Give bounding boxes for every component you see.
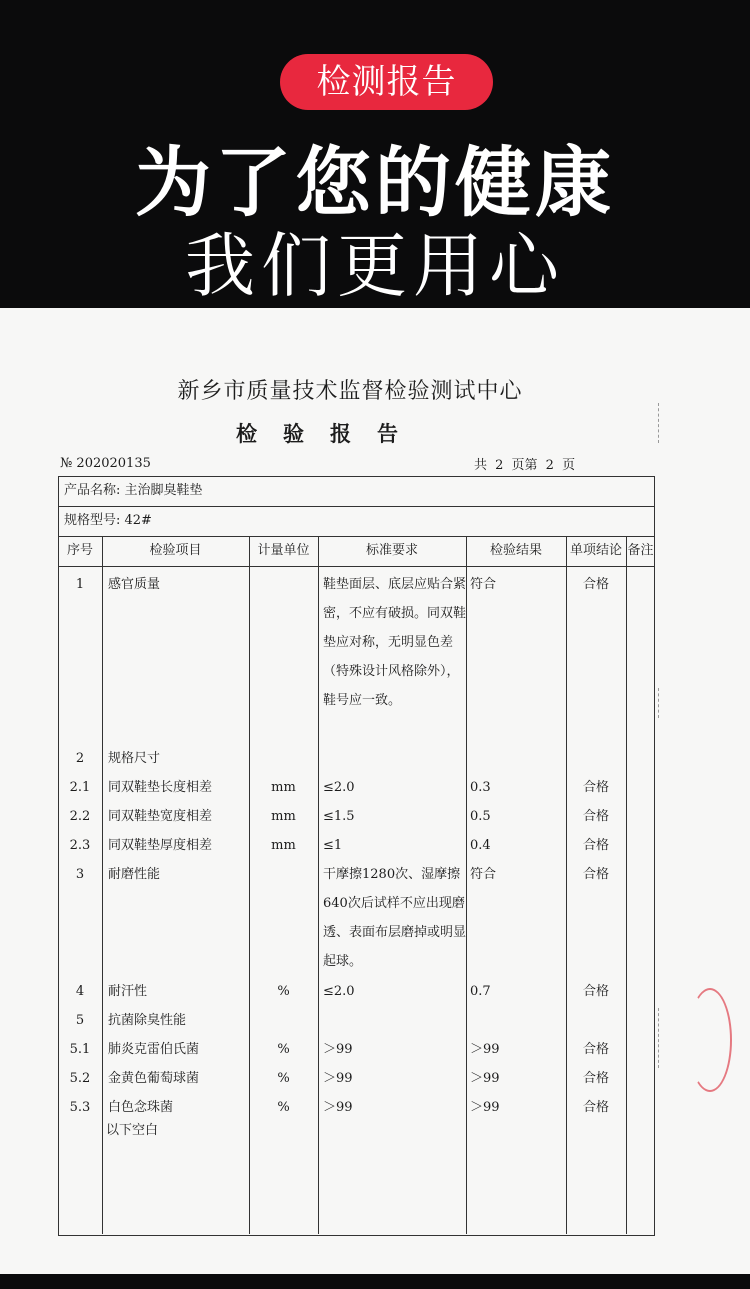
row-item: 同双鞋垫长度相差	[108, 780, 213, 795]
row-unit: %	[277, 1042, 290, 1057]
col-header-verdict: 单项结论	[569, 543, 622, 558]
margin-mark	[658, 688, 659, 718]
row-no: 4	[75, 984, 85, 999]
row-no: 5.1	[69, 1042, 91, 1057]
row-item: 规格尺寸	[108, 751, 161, 766]
row-result: 0.3	[470, 780, 491, 795]
row-result: ＞99	[470, 1071, 500, 1086]
row-standard: ≤2.0	[323, 780, 355, 795]
row-no: 2	[75, 751, 85, 766]
row-standard: 鞋垫面层、底层应贴合紧密，不应有破损。同双鞋垫应对称，无明显色差（特殊设计风格除外），鞋号应一致。	[323, 577, 467, 708]
row-verdict: 合格	[582, 867, 609, 882]
page-indicator: 共 2 页第 2 页	[474, 458, 576, 473]
headline-primary: 为了您的健康	[135, 138, 615, 227]
row-unit: %	[277, 1071, 290, 1086]
column-divider	[318, 536, 319, 1234]
row-verdict: 合格	[582, 577, 609, 592]
row-result: ＞99	[470, 1042, 500, 1057]
row-verdict: 合格	[582, 809, 609, 824]
row-item: 耐汗性	[108, 984, 148, 999]
headline-secondary: 我们更用心	[185, 225, 565, 307]
row-standard: ＞99	[323, 1100, 353, 1115]
row-verdict: 合格	[582, 780, 609, 795]
row-standard: ＞99	[323, 1042, 353, 1057]
blank-below-note: 以下空白	[106, 1123, 159, 1138]
row-standard: ≤1	[323, 838, 343, 853]
row-unit: mm	[271, 780, 296, 795]
row-item: 同双鞋垫宽度相差	[108, 809, 213, 824]
row-result: 0.7	[470, 984, 491, 999]
col-header-result: 检验结果	[489, 543, 542, 558]
row-item: 肺炎克雷伯氏菌	[108, 1042, 200, 1057]
row-no: 3	[75, 867, 85, 882]
row-unit: %	[277, 984, 290, 999]
row-unit: mm	[271, 838, 296, 853]
row-unit: mm	[271, 809, 296, 824]
row-no: 2.2	[69, 809, 91, 824]
report-title: 检验报告	[236, 421, 424, 446]
row-no: 2.1	[69, 780, 91, 795]
row-unit: %	[277, 1100, 290, 1115]
row-standard: ≤2.0	[323, 984, 355, 999]
column-divider	[249, 536, 250, 1234]
row-item: 耐磨性能	[108, 867, 161, 882]
col-header-remark: 备注	[627, 543, 654, 558]
row-no: 2.3	[69, 838, 91, 853]
column-divider	[626, 536, 627, 1234]
row-verdict: 合格	[582, 984, 609, 999]
row-item: 白色念珠菌	[108, 1100, 174, 1115]
col-header-unit: 计量单位	[257, 543, 310, 558]
row-item: 金黄色葡萄球菌	[108, 1071, 200, 1086]
row-no: 5.3	[69, 1100, 91, 1115]
row-verdict: 合格	[582, 1100, 609, 1115]
report-badge: 检测报告	[280, 54, 493, 110]
row-result: 0.5	[470, 809, 491, 824]
margin-mark	[658, 1008, 659, 1068]
row-verdict: 合格	[582, 838, 609, 853]
row-verdict: 合格	[582, 1042, 609, 1057]
row-result: 符合	[470, 867, 497, 882]
model-spec: 规格型号: 42#	[64, 513, 152, 528]
col-header-standard: 标准要求	[365, 543, 418, 558]
row-standard: ＞99	[323, 1071, 353, 1086]
row-item: 抗菌除臭性能	[108, 1013, 187, 1028]
row-no: 1	[75, 577, 85, 592]
row-item: 同双鞋垫厚度相差	[108, 838, 213, 853]
inspection-report-document	[0, 308, 750, 1274]
row-standard: 干摩擦1280次、湿摩擦640次后试样不应出现磨透、表面布层磨掉或明显起球。	[323, 867, 467, 969]
red-seal-stamp	[688, 988, 732, 1092]
col-header-item: 检验项目	[149, 543, 202, 558]
col-header-no: 序号	[66, 543, 93, 558]
row-no: 5.2	[69, 1071, 91, 1086]
report-organization: 新乡市质量技术监督检验测试中心	[177, 379, 523, 404]
row-result: 符合	[470, 577, 497, 592]
margin-mark	[658, 403, 659, 443]
row-verdict: 合格	[582, 1071, 609, 1086]
row-result: ＞99	[470, 1100, 500, 1115]
row-no: 5	[75, 1013, 85, 1028]
row-standard: ≤1.5	[323, 809, 355, 824]
row-result: 0.4	[470, 838, 491, 853]
column-divider	[102, 536, 103, 1234]
product-name: 产品名称: 主治脚臭鞋垫	[64, 483, 203, 498]
row-item: 感官质量	[108, 577, 161, 592]
report-number: № 202020135	[60, 456, 151, 471]
promo-header	[0, 0, 750, 310]
